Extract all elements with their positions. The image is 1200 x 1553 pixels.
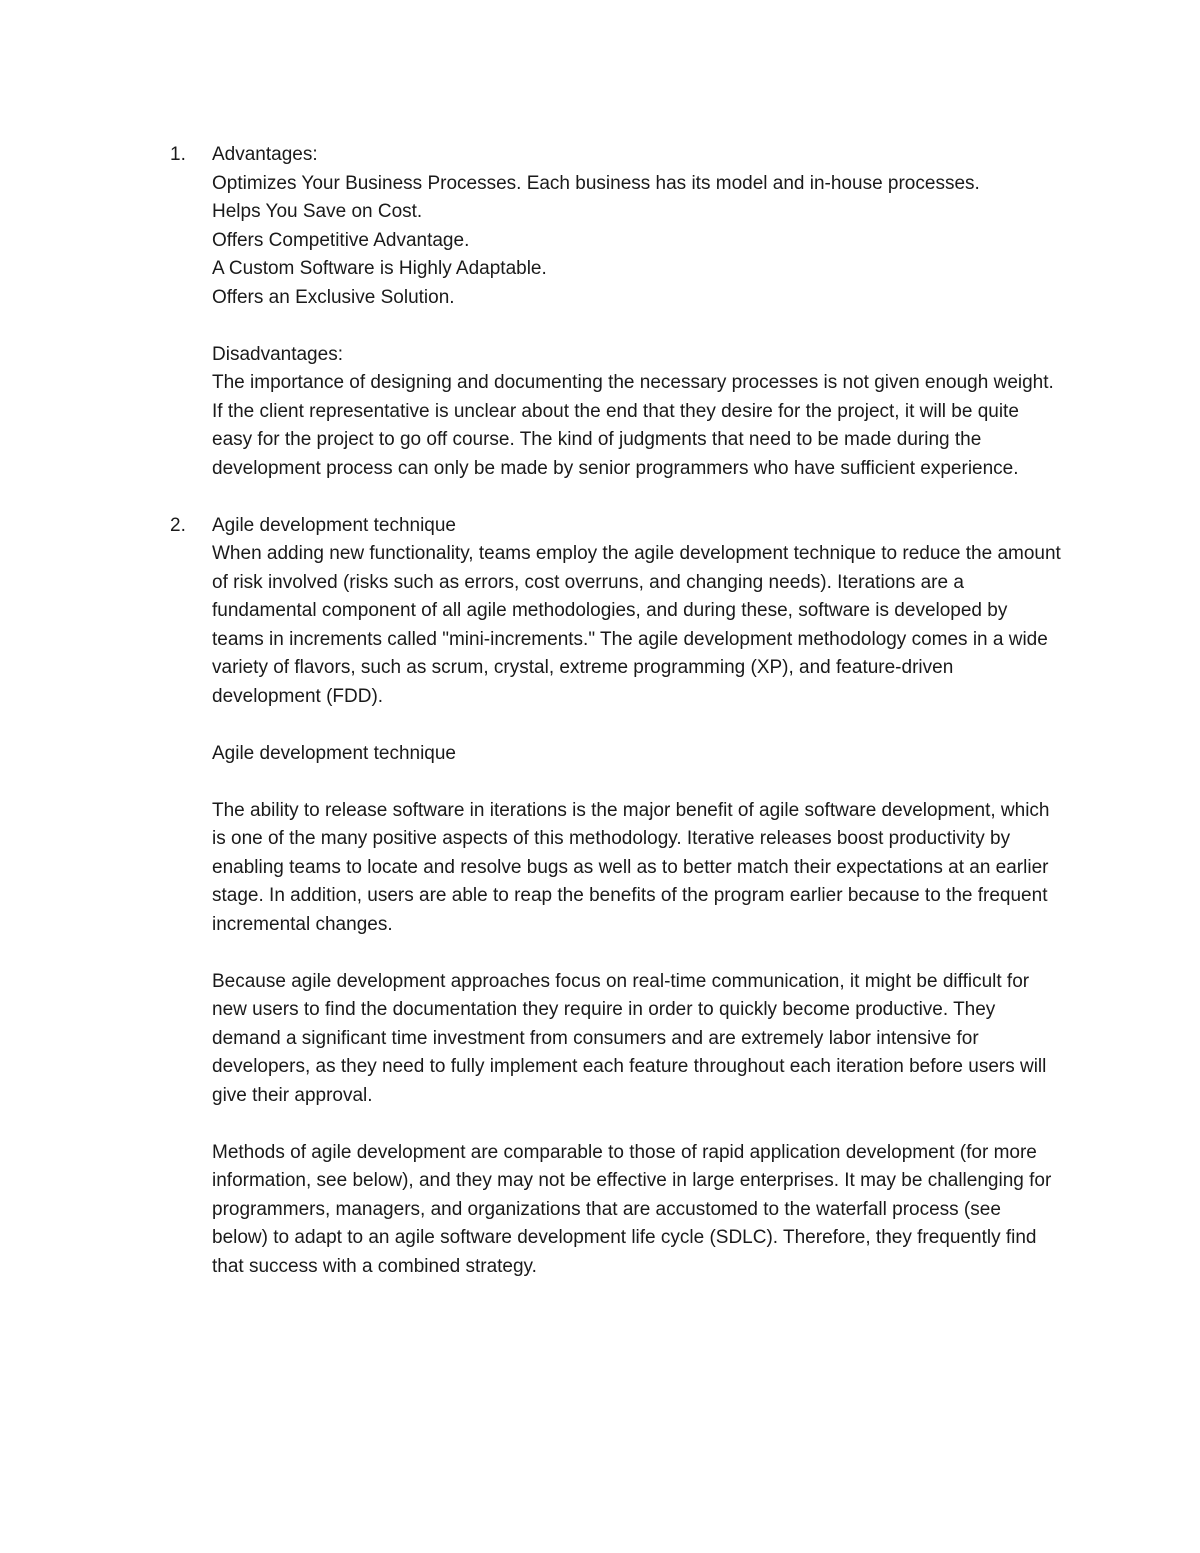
list-item-1 [170, 141, 1070, 483]
disadvantages-heading: Disadvantages: [212, 343, 343, 365]
agile-subheading: Agile development technique [212, 742, 457, 764]
spacer [212, 1110, 1070, 1139]
spacer [212, 312, 1070, 341]
advantage-item: Offers an Exclusive Solution. [212, 286, 455, 308]
agile-paragraph: Methods of agile development are comparable to those of rapid application development (for more information, see below), and they may not be effective in large enterprises. It may be challenging for programmers, managers, and organizations that are accustomed to the waterfall process (see below) to adapt to an agile software development life cycle (SDLC). Therefore, they frequently find that success with a combined strategy. [212, 1141, 1052, 1277]
disadvantages-paragraph: The importance of designing and documenting the necessary processes is not given enough weight. If the client representative is unclear about the end that they desire for the project, it will be quite easy for the project to go off course. The kind of judgments that need to be made during the development process can only be made by senior programmers who have sufficient experience. [212, 372, 1054, 479]
advantage-item: Optimizes Your Business Processes. Each business has its model and in-house processes. [212, 172, 980, 194]
spacer [212, 711, 1070, 740]
agile-heading: Agile development technique [212, 514, 457, 536]
agile-paragraph: The ability to release software in iterations is the major benefit of agile software development, which is one of the many positive aspects of this methodology. Iterative releases boost productivity by enabling teams to locate and resolve bugs as well as to better match their expectations at an earlier stage. In addition, users are able to reap the benefits of the program earlier because to the frequent incremental changes. [212, 799, 1050, 935]
agile-paragraph: Because agile development approaches focus on real-time communication, it might be difficult for new users to find the documentation they require in order to quickly become productive. They demand a significant time investment from consumers and are extremely labor intensive for developers, as they need to fully implement each feature throughout each iteration before users will give their approval. [212, 970, 1047, 1106]
advantage-item: Offers Competitive Advantage. [212, 229, 470, 251]
agile-intro-paragraph: When adding new functionality, teams employ the agile development technique to reduce the amount of risk involved (risks such as errors, cost overruns, and changing needs). Iterations are a fundamental component of all agile methodologies, and during these, software is developed by teams in increments called "mini-increments." The agile development methodology comes in a wide variety of flavors, such as scrum, crystal, extreme programming (XP), and feature-driven development (FDD). [212, 543, 1061, 707]
document-body [170, 141, 1070, 1281]
spacer [212, 939, 1070, 968]
spacer [212, 768, 1070, 797]
advantages-heading: Advantages: [212, 144, 318, 165]
spacer [170, 483, 1070, 512]
list-item-2 [170, 512, 1070, 1282]
advantage-item: A Custom Software is Highly Adaptable. [212, 258, 547, 279]
advantage-item: Helps You Save on Cost. [212, 201, 423, 222]
list-number: 1. [170, 144, 186, 165]
list-number: 2. [170, 514, 186, 536]
